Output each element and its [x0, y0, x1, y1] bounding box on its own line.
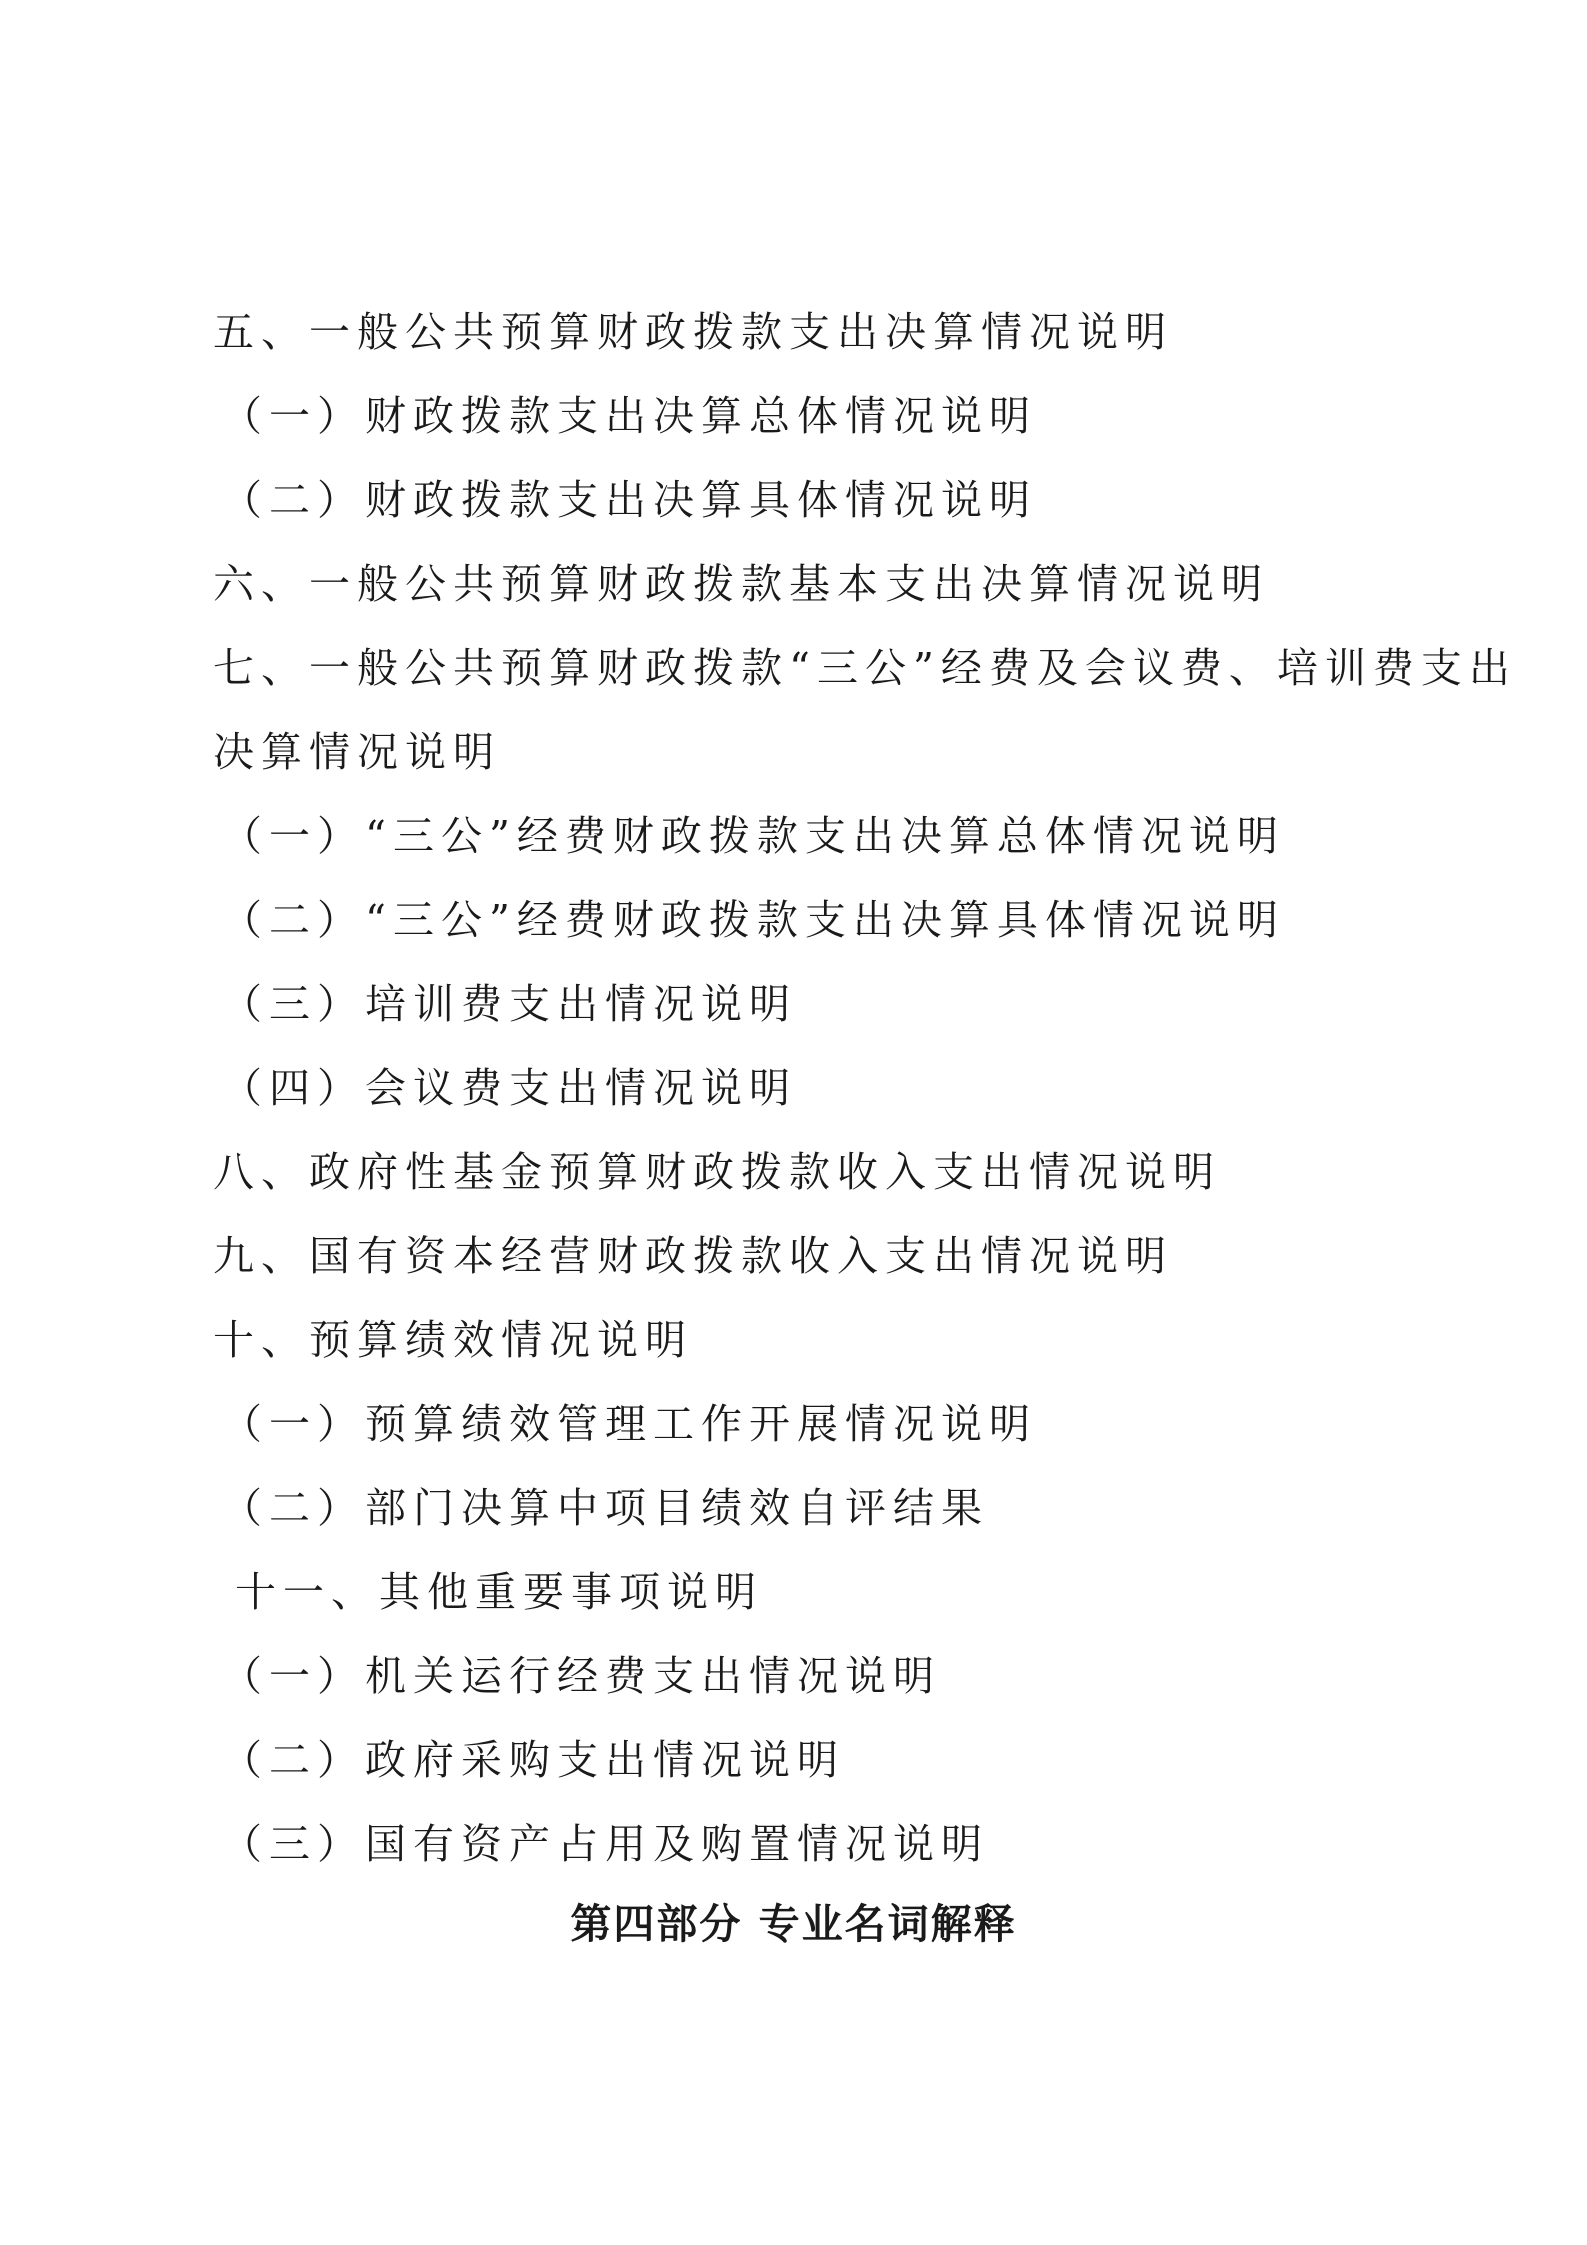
toc-item-section-7-continued: 决算情况说明 — [213, 728, 501, 776]
toc-item-section-8: 八、政府性基金预算财政拨款收入支出情况说明 — [213, 1148, 1221, 1196]
toc-item-7-3: （三）培训费支出情况说明 — [221, 980, 797, 1028]
table-of-contents — [213, 290, 1517, 1886]
toc-item-section-11: 十一、其他重要事项说明 — [235, 1568, 763, 1616]
toc-item-11-3: （三）国有资产占用及购置情况说明 — [221, 1820, 989, 1868]
toc-item-7-1: （一）“三公”经费财政拨款支出决算总体情况说明 — [221, 812, 1285, 860]
toc-item-7-2: （二）“三公”经费财政拨款支出决算具体情况说明 — [221, 896, 1285, 944]
toc-item-11-1: （一）机关运行经费支出情况说明 — [221, 1652, 941, 1700]
toc-item-11-2: （二）政府采购支出情况说明 — [221, 1736, 845, 1784]
toc-item-section-5: 五、一般公共预算财政拨款支出决算情况说明 — [213, 308, 1173, 356]
section-heading-part-4: 第四部分 专业名词解释 — [570, 1900, 1017, 1948]
toc-item-section-6: 六、一般公共预算财政拨款基本支出决算情况说明 — [213, 560, 1269, 608]
toc-item-section-10: 十、预算绩效情况说明 — [213, 1316, 693, 1364]
toc-item-section-9: 九、国有资本经营财政拨款收入支出情况说明 — [213, 1232, 1173, 1280]
toc-item-section-7: 七、一般公共预算财政拨款“三公”经费及会议费、培训费支出 — [213, 644, 1517, 692]
toc-item-7-4: （四）会议费支出情况说明 — [221, 1064, 797, 1112]
toc-item-5-2: （二）财政拨款支出决算具体情况说明 — [221, 476, 1037, 524]
toc-item-5-1: （一）财政拨款支出决算总体情况说明 — [221, 392, 1037, 440]
toc-item-10-1: （一）预算绩效管理工作开展情况说明 — [221, 1400, 1037, 1448]
toc-item-10-2: （二）部门决算中项目绩效自评结果 — [221, 1484, 989, 1532]
